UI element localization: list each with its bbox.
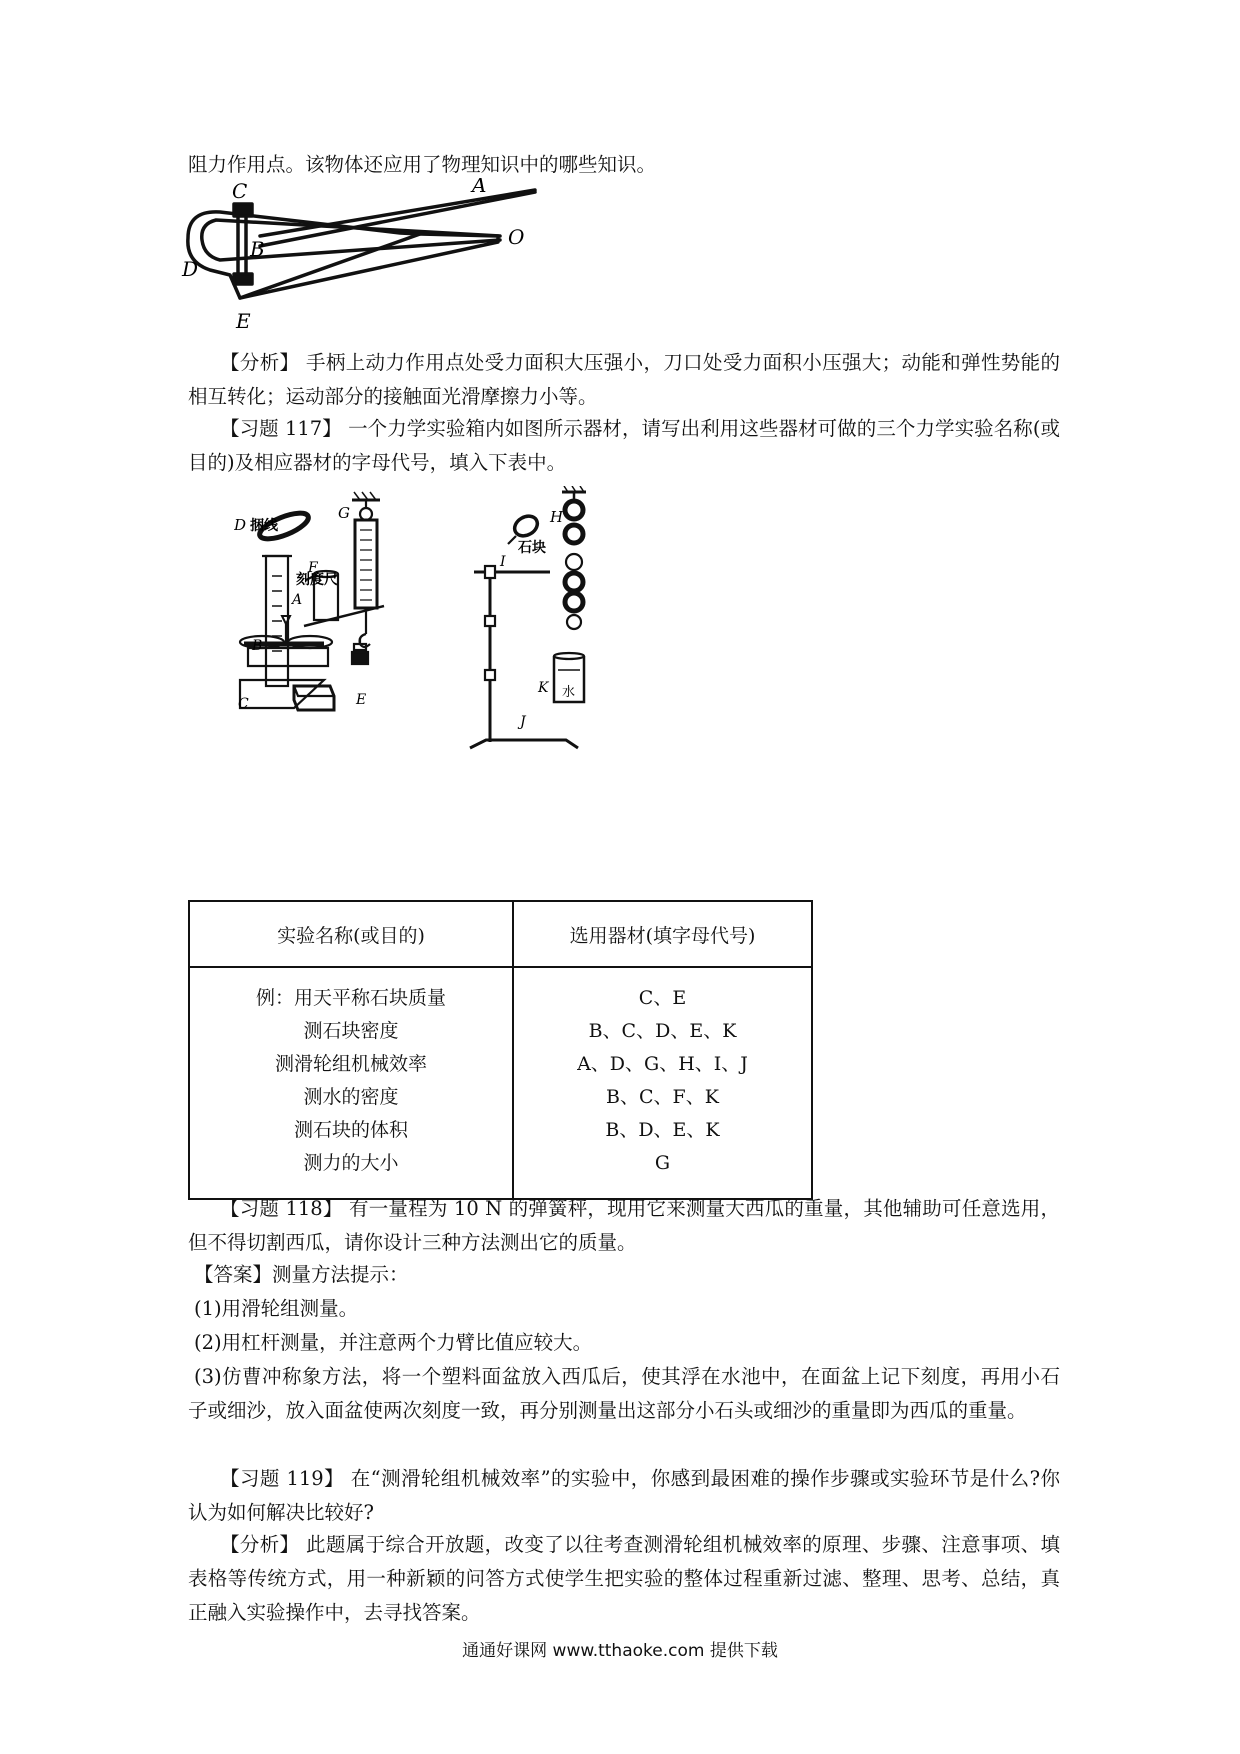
apparatus-label-ruler: 刻度尺 [296,572,338,588]
pliers-label-c: C [232,179,248,203]
problem-118 [188,1192,1060,1260]
intro-text: 阻力作用点。该物体还应用了物理知识中的哪些知识。 [188,153,657,176]
answer-118-text: 测量方法提示： [272,1263,409,1286]
experiment-table [188,900,813,1200]
pliers-label-o: O [508,225,525,249]
table-cell-materials: C、E [638,987,687,1009]
page-footer: 通通好课网 www.tthaoke.com 提供下载 [462,1641,778,1661]
table-column-experiment [189,967,513,1199]
apparatus-label-b: B [252,638,263,654]
table-cell-name: 测水的密度 [303,1086,399,1108]
apparatus-label-i: I [500,554,506,570]
table-cell-name: 测滑轮组机械效率 [274,1053,427,1075]
apparatus-label-h: H [550,508,564,526]
apparatus-label-f: F [308,560,318,576]
analysis-119-tag: 【分析】 [220,1533,300,1556]
problem-117-tag: 【习题 117】 [220,417,342,440]
problem-118-tag: 【习题 118】 [220,1197,343,1220]
problem-119 [188,1462,1060,1530]
apparatus-figure [234,486,664,796]
intro-paragraph [188,148,1060,182]
apparatus-label-j: J [520,714,526,730]
table-header-materials: 选用器材(填字母代号) [513,901,812,967]
pliers-figure [180,178,600,338]
table-cell-materials: G [654,1152,671,1174]
apparatus-label-c: C [238,696,249,712]
analysis-1 [188,346,1060,414]
table-cell-materials: B、C、F、K [606,1086,719,1108]
analysis-1-tag: 【分析】 [220,351,300,374]
apparatus-label-d: D [234,516,247,534]
answer-118 [188,1258,1060,1292]
answer-118-tag: 【答案】 [194,1263,273,1286]
apparatus-label-e: E [356,692,367,708]
pliers-label-a: A [472,178,487,197]
problem-117-text: 一个力学实验箱内如图所示器材，请写出利用这些器材可做的三个力学实验名称(或目的)及相应器材的字母代号，填入下表中。 [188,417,1061,474]
table-cell-materials: B、C、D、E、K [588,1020,737,1042]
problem-119-text: 在“测滑轮组机械效率”的实验中，你感到最困难的操作步骤或实验环节是什么?你认为如何解决比较好? [188,1467,1060,1524]
table-cell-name: 测石块密度 [303,1020,399,1042]
apparatus-label-thread: 捆线 [250,518,278,534]
table-cell-materials: B、D、E、K [605,1119,720,1141]
table-cell-name: 测力的大小 [303,1152,399,1174]
pliers-label-e: E [236,309,251,333]
table-cell-name: 测石块的体积 [293,1119,408,1141]
pliers-label-d: D [182,257,199,281]
table-header-experiment: 实验名称(或目的) [189,901,513,967]
answer-118-item-2: (2)用杠杆测量，并注意两个力臂比值应较大。 [194,1331,593,1354]
table-column-materials [513,967,812,1199]
apparatus-label-stone: 石块 [518,540,546,556]
table-cell-name: 例：用天平称石块质量 [255,987,446,1009]
apparatus-label-g: G [338,504,350,522]
analysis-1-text: 手柄上动力作用点处受力面积大压强小，刀口处受力面积小压强大；动能和弹性势能的相互转化；运动部分的接触面光滑摩擦力小等。 [188,351,1060,408]
table-cell-materials: A、D、G、H、I、J [577,1053,748,1075]
answer-118-item-1: (1)用滑轮组测量。 [194,1297,359,1320]
problem-118-text: 有一量程为 10 N 的弹簧秤，现用它来测量大西瓜的重量，其他辅助可任意选用，但不得切割西瓜，请你设计三种方法测出它的质量。 [188,1197,1060,1254]
pliers-label-b: B [250,237,265,261]
apparatus-label-a: A [292,592,303,608]
apparatus-label-water: 水 [562,685,576,700]
problem-119-tag: 【习题 119】 [220,1467,345,1490]
analysis-119 [188,1528,1060,1630]
answer-118-item-3: (3)仿曹冲称象方法，将一个塑料面盆放入西瓜后，使其浮在水池中，在面盆上记下刻度，再用小石子或细沙，放入面盆使两次刻度一致，再分别测量出这部分小石头或细沙的重量即为西瓜的重量。 [188,1365,1060,1422]
problem-117 [188,412,1060,480]
analysis-119-text: 此题属于综合开放题，改变了以往考查测滑轮组机械效率的原理、步骤、注意事项、填表格等传统方式，用一种新颖的问答方式使学生把实验的整体过程重新过滤、整理、思考、总结，真正融入实验操作中，去寻找答案。 [188,1533,1060,1624]
apparatus-label-k: K [538,680,549,696]
